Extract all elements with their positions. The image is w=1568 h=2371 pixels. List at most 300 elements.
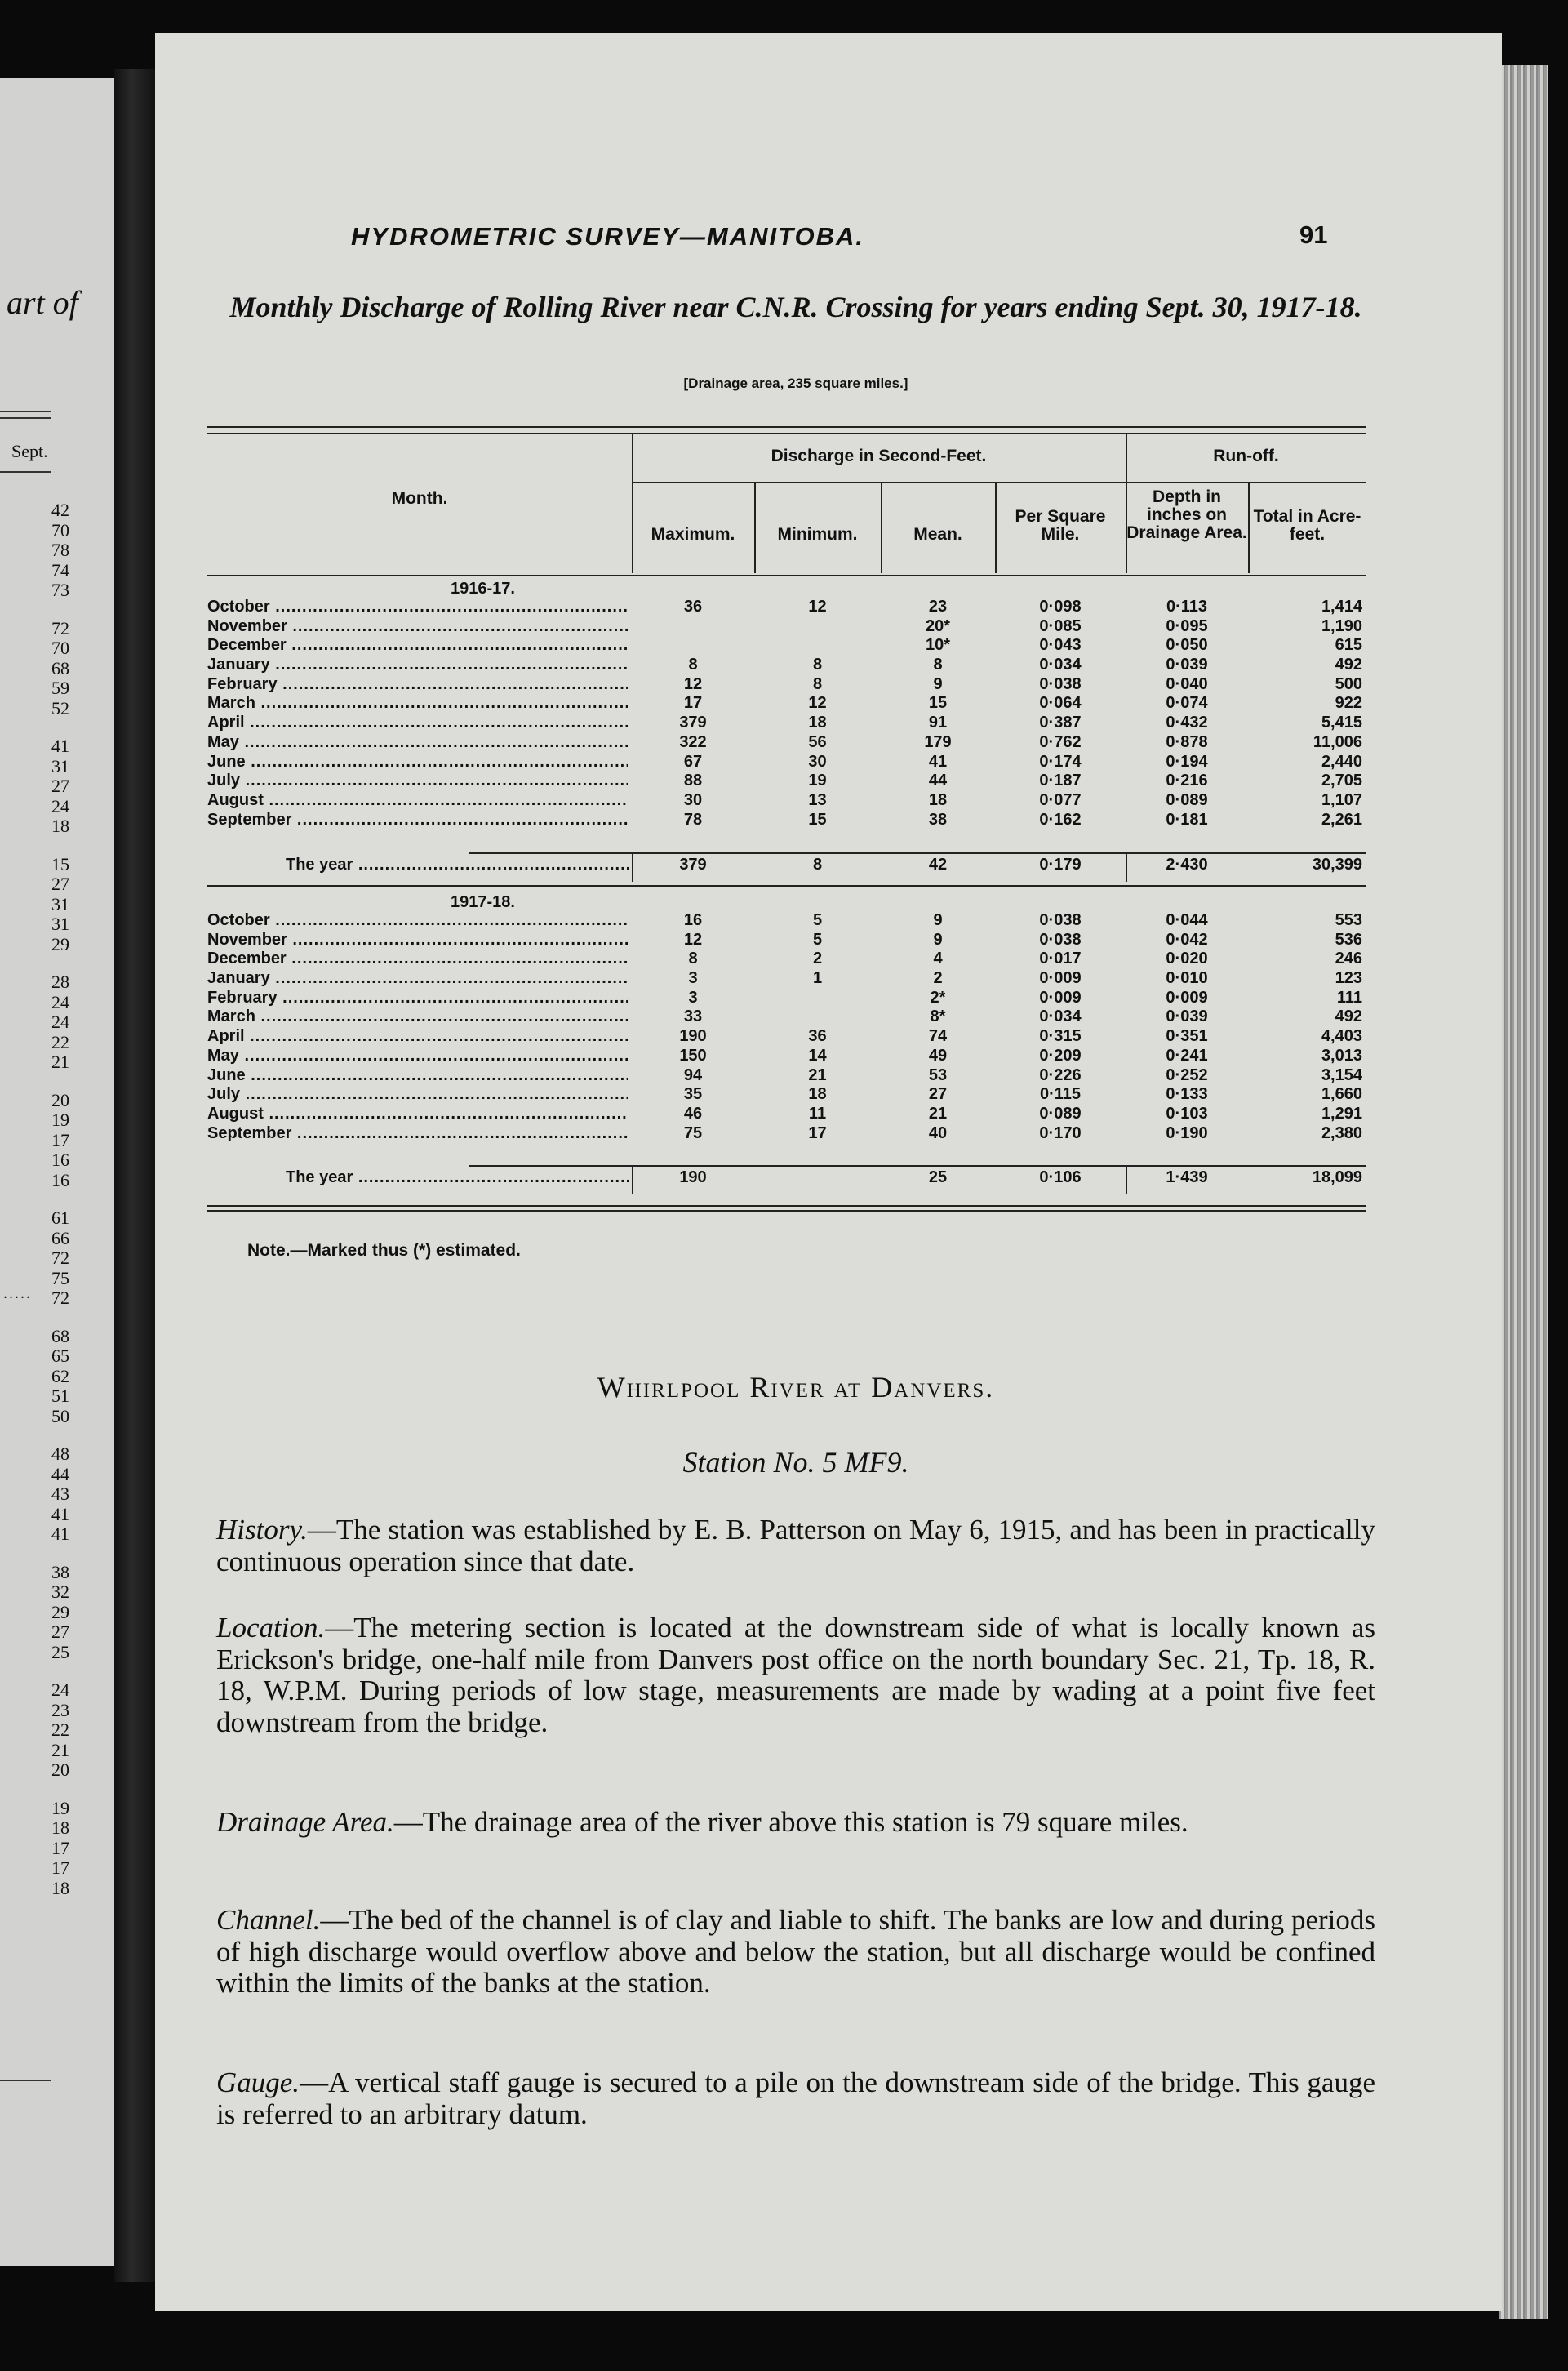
value-cell: 0·089: [1166, 790, 1208, 809]
paragraph-text: —The metering section is located at the downstream side of what is locally known as Erickson's bridge, one-half mile from Danvers post office on the north boundary Sec. 21, Tp. 18, R. 18, W.P.M. During periods of low stage, measurements are made by wading at a point five feet downstream from the bridge.: [216, 1612, 1375, 1738]
value-cell: 8: [688, 656, 698, 674]
header-maximum: Maximum.: [651, 525, 735, 544]
left-page-value: 17: [51, 1129, 69, 1150]
table-note: Note.—Marked thus (*) estimated.: [247, 1241, 521, 1260]
table-bottom-rule: [207, 1210, 1366, 1212]
left-page-value: 24: [51, 991, 69, 1012]
value-cell: 40: [928, 1123, 948, 1142]
value-cell: 23: [928, 598, 948, 616]
value-cell: 1,107: [1321, 790, 1362, 809]
value-cell: 1·439: [1166, 1168, 1208, 1186]
value-cell: 18,099: [1312, 1168, 1362, 1186]
left-rule: [0, 411, 51, 412]
value-cell: 1: [812, 969, 823, 988]
left-page-value: 16: [51, 1169, 69, 1190]
value-cell: 111: [1336, 988, 1362, 1007]
value-cell: 3: [688, 988, 698, 1007]
month-cell: December .....: [207, 950, 628, 969]
value-cell: 12: [683, 930, 703, 949]
month-cell: August .....: [207, 1105, 628, 1124]
value-cell: 78: [683, 810, 703, 829]
header-minimum: Minimum.: [777, 525, 858, 544]
left-page-text-fragment: art of: [7, 284, 78, 321]
left-page-value: 31: [51, 914, 69, 934]
left-page-value: 24: [51, 1012, 69, 1032]
month-cell: July .....: [207, 772, 628, 791]
left-page-value: 29: [51, 1601, 69, 1622]
book-gutter: [114, 69, 157, 2282]
table-row: [207, 1047, 1366, 1066]
left-page-value: 41: [51, 736, 69, 756]
value-cell: 179: [924, 732, 952, 751]
value-cell: 0·315: [1039, 1027, 1082, 1046]
value-cell: 25: [928, 1168, 948, 1186]
value-cell: 13: [808, 790, 827, 809]
value-cell: 12: [683, 674, 703, 693]
total-rule: [469, 852, 1366, 854]
value-cell: 30,399: [1312, 856, 1362, 874]
left-page-value: 19: [51, 1110, 69, 1130]
month-cell: November .....: [207, 617, 628, 637]
month-cell: December .....: [207, 636, 628, 656]
value-cell: 15: [928, 694, 948, 713]
value-cell: 8: [812, 656, 823, 674]
left-page-value: 41: [51, 1503, 69, 1524]
left-page-value: 31: [51, 755, 69, 776]
value-cell: 0·009: [1166, 988, 1208, 1007]
rows-1917-18: [207, 911, 1366, 1143]
month-cell: May .....: [207, 1047, 628, 1066]
total-rule: [207, 885, 1366, 887]
value-cell: 12: [808, 694, 827, 713]
left-page-value: 66: [51, 1227, 69, 1248]
left-page-fragment: [0, 78, 114, 2266]
value-cell: 1,660: [1321, 1085, 1362, 1104]
left-page-value: 21: [51, 1052, 69, 1072]
value-cell: 322: [679, 732, 707, 751]
left-page-value: 29: [51, 933, 69, 954]
value-cell: 0·209: [1039, 1046, 1082, 1065]
left-page-value: 41: [51, 1524, 69, 1544]
value-cell: 4: [933, 950, 943, 968]
value-cell: 3,013: [1321, 1046, 1362, 1065]
value-cell: 30: [683, 790, 703, 809]
value-cell: 0·095: [1166, 616, 1208, 635]
station-number: Station No. 5 MF9.: [682, 1446, 909, 1479]
value-cell: 88: [683, 772, 703, 790]
left-page-value: 20: [51, 1089, 69, 1110]
paragraph-lead: Channel.: [216, 1904, 321, 1936]
month-cell: March .....: [207, 694, 628, 714]
value-cell: 0·039: [1166, 656, 1208, 674]
left-page-value: 72: [51, 1288, 69, 1308]
left-page-col-label: Sept.: [11, 441, 48, 461]
left-page-value: 70: [51, 638, 69, 658]
left-page-value: 21: [51, 1739, 69, 1760]
value-cell: 500: [1335, 674, 1362, 693]
value-cell: 8*: [930, 1008, 946, 1026]
value-cell: 0·190: [1166, 1123, 1208, 1142]
value-cell: 0·039: [1166, 1008, 1208, 1026]
table-row: [207, 714, 1366, 733]
value-cell: 75: [683, 1123, 703, 1142]
left-page-value: 62: [51, 1365, 69, 1386]
table-top-rule: [207, 426, 1366, 428]
value-cell: 0·038: [1039, 911, 1082, 929]
value-cell: 18: [928, 790, 948, 809]
left-page-value: 43: [51, 1484, 69, 1504]
left-page-value: 72: [51, 1248, 69, 1268]
header-per-sq-mile: Per Square Mile.: [1015, 507, 1106, 544]
value-cell: 9: [933, 930, 943, 949]
value-cell: 0·162: [1039, 810, 1082, 829]
left-page-value: 42: [51, 500, 69, 520]
month-cell: January .....: [207, 969, 628, 989]
month-cell: The year .....: [286, 856, 629, 875]
value-cell: 17: [683, 694, 703, 713]
left-rule: [0, 2080, 51, 2081]
col-divider: [1126, 852, 1127, 882]
left-page-value: 27: [51, 874, 69, 894]
left-page-value: 59: [51, 678, 69, 698]
left-rule: [0, 471, 51, 473]
left-page-value: 17: [51, 1837, 69, 1858]
left-page-value: 18: [51, 816, 69, 836]
col-divider: [1126, 1165, 1127, 1194]
table-row: [207, 675, 1366, 695]
value-cell: 492: [1335, 1008, 1362, 1026]
month-cell: June .....: [207, 1066, 628, 1086]
table-row: [207, 950, 1366, 969]
value-cell: 0·187: [1039, 772, 1082, 790]
table-row: [207, 753, 1366, 772]
header-mean: Mean.: [913, 525, 962, 544]
value-cell: 536: [1335, 930, 1362, 949]
month-cell: October .....: [207, 598, 628, 617]
value-cell: 123: [1335, 969, 1362, 988]
value-cell: 3: [688, 969, 698, 988]
left-page-value: 65: [51, 1346, 69, 1366]
table-row: [207, 969, 1366, 989]
table-row: [207, 811, 1366, 830]
left-page-value: 38: [51, 1561, 69, 1582]
month-cell: January .....: [207, 656, 628, 675]
table-row: [207, 598, 1366, 617]
value-cell: 1,414: [1321, 598, 1362, 616]
value-cell: 2,705: [1321, 772, 1362, 790]
left-page-value: 52: [51, 697, 69, 718]
paragraph-text: —The station was established by E. B. Patterson on May 6, 1915, and has been in practically continuous operation since that date.: [216, 1514, 1375, 1577]
total-row: [207, 856, 1366, 875]
left-page-value: 31: [51, 893, 69, 914]
value-cell: 0·170: [1039, 1123, 1082, 1142]
table-row: [207, 694, 1366, 714]
value-cell: 5: [812, 930, 823, 949]
value-cell: 41: [928, 752, 948, 771]
value-cell: 379: [679, 856, 707, 874]
value-cell: 379: [679, 714, 707, 732]
left-page-value: 25: [51, 1641, 69, 1662]
value-cell: 2,440: [1321, 752, 1362, 771]
value-cell: 9: [933, 911, 943, 929]
value-cell: 0·133: [1166, 1085, 1208, 1104]
value-cell: 20*: [925, 616, 951, 635]
left-page-value: 18: [51, 1877, 69, 1898]
year-label: 1916-17.: [451, 580, 515, 598]
header-depth: Depth in inches on Drainage Area.: [1126, 487, 1247, 542]
left-page-value: 50: [51, 1405, 69, 1426]
value-cell: 2*: [930, 988, 946, 1007]
value-cell: 11: [808, 1104, 827, 1123]
table-row: [207, 1008, 1366, 1027]
value-cell: 21: [928, 1104, 948, 1123]
running-head: HYDROMETRIC SURVEY—MANITOBA.: [351, 222, 864, 251]
header-bottom-rule: [207, 575, 1366, 576]
month-cell: February .....: [207, 675, 628, 695]
value-cell: 0·432: [1166, 714, 1208, 732]
value-cell: 0·113: [1166, 598, 1208, 616]
value-cell: 2: [933, 969, 943, 988]
header-month: Month.: [391, 489, 448, 508]
value-cell: 30: [808, 752, 827, 771]
value-cell: 18: [808, 714, 827, 732]
table-row: [207, 989, 1366, 1008]
table-row: [207, 1085, 1366, 1105]
value-cell: 8: [688, 950, 698, 968]
table-subtitle: [Drainage area, 235 square miles.]: [683, 376, 908, 391]
value-cell: 12: [808, 598, 827, 616]
value-cell: 0·115: [1039, 1085, 1082, 1104]
total-row: [207, 1168, 1366, 1188]
left-page-value: 48: [51, 1444, 69, 1464]
value-cell: 2: [812, 950, 823, 968]
left-rule: [0, 417, 51, 419]
value-cell: 0·044: [1166, 911, 1208, 929]
value-cell: 0·009: [1039, 969, 1082, 988]
left-page-value: 75: [51, 1267, 69, 1288]
table-row: [207, 656, 1366, 675]
value-cell: 553: [1335, 911, 1362, 929]
left-page-value: 19: [51, 1797, 69, 1818]
paragraph-text: —The drainage area of the river above this station is 79 square miles.: [393, 1806, 1188, 1838]
col-divider: [632, 852, 633, 882]
left-page-value: 22: [51, 1719, 69, 1740]
month-cell: September .....: [207, 811, 628, 830]
left-page-value: 27: [51, 776, 69, 796]
paragraph-gauge: [216, 2067, 1375, 2130]
value-cell: 246: [1335, 950, 1362, 968]
left-page-value: 24: [51, 1679, 69, 1700]
value-cell: 9: [933, 674, 943, 693]
value-cell: 8: [812, 674, 823, 693]
value-cell: 0·216: [1166, 772, 1208, 790]
left-page-value: 18: [51, 1817, 69, 1838]
month-cell: April .....: [207, 1027, 628, 1047]
month-cell: July .....: [207, 1085, 628, 1105]
table-row: [207, 1027, 1366, 1047]
value-cell: 21: [808, 1065, 827, 1084]
page-edge: [1499, 65, 1548, 2319]
page-number: 91: [1299, 220, 1328, 249]
paragraph-lead: Drainage Area.: [216, 1806, 394, 1838]
value-cell: 67: [683, 752, 703, 771]
rows-1916-17: [207, 598, 1366, 830]
left-page-value: 16: [51, 1150, 69, 1170]
paragraph-lead: Location.: [216, 1612, 326, 1644]
value-cell: 1,291: [1321, 1104, 1362, 1123]
year-label: 1917-18.: [451, 893, 515, 911]
table-row: [207, 617, 1366, 637]
table-row: [207, 911, 1366, 931]
value-cell: 0·020: [1166, 950, 1208, 968]
paragraph-channel: [216, 1905, 1375, 2000]
value-cell: 53: [928, 1065, 948, 1084]
value-cell: 0·387: [1039, 714, 1082, 732]
value-cell: 3,154: [1321, 1065, 1362, 1084]
value-cell: 2,380: [1321, 1123, 1362, 1142]
month-cell: June .....: [207, 753, 628, 772]
table-row: [207, 1124, 1366, 1144]
left-page-value: 68: [51, 657, 69, 678]
left-page-value: 72: [51, 617, 69, 638]
value-cell: 18: [808, 1085, 827, 1104]
value-cell: 0·194: [1166, 752, 1208, 771]
month-cell: February .....: [207, 989, 628, 1008]
value-cell: 0·064: [1039, 694, 1082, 713]
value-cell: 0·074: [1166, 694, 1208, 713]
value-cell: 19: [808, 772, 827, 790]
value-cell: 15: [808, 810, 827, 829]
value-cell: 2,261: [1321, 810, 1362, 829]
value-cell: 42: [928, 856, 948, 874]
paragraph-history: [216, 1515, 1375, 1577]
value-cell: 2·430: [1166, 856, 1208, 874]
paragraph-text: —A vertical staff gauge is secured to a pile on the downstream side of the bridge. This gauge is referred to an arbitrary datum.: [216, 2066, 1375, 2130]
left-page-value: 51: [51, 1386, 69, 1406]
value-cell: 922: [1335, 694, 1362, 713]
value-cell: 0·226: [1039, 1065, 1082, 1084]
month-cell: March .....: [207, 1008, 628, 1027]
discharge-table: [207, 434, 1366, 1212]
col-divider: [632, 1165, 633, 1194]
header-total: Total in Acre-feet.: [1253, 507, 1361, 544]
month-cell: April .....: [207, 714, 628, 733]
table-bottom-rule: [207, 1205, 1366, 1207]
left-page-value: 24: [51, 795, 69, 816]
header-runoff: Run-off.: [1213, 447, 1279, 465]
table-title: Monthly Discharge of Rolling River near C.N.R. Crossing for years ending Sept. 30, 1917-18.: [229, 291, 1362, 323]
month-cell: August .....: [207, 791, 628, 811]
value-cell: 615: [1335, 636, 1362, 655]
paragraph-drainage: [216, 1807, 1375, 1839]
table-row: [207, 791, 1366, 811]
table-row: [207, 772, 1366, 791]
header-subrule: [632, 482, 1366, 483]
left-page-value: 15: [51, 853, 69, 874]
month-cell: November .....: [207, 931, 628, 950]
left-page-value: 78: [51, 540, 69, 560]
value-cell: 44: [928, 772, 948, 790]
value-cell: 190: [679, 1168, 707, 1186]
value-cell: 0·103: [1166, 1104, 1208, 1123]
left-page-value: 61: [51, 1208, 69, 1228]
value-cell: 56: [808, 732, 827, 751]
value-cell: 0·181: [1166, 810, 1208, 829]
left-page-value: 22: [51, 1031, 69, 1052]
table-row: [207, 931, 1366, 950]
table-row: [207, 1066, 1366, 1086]
value-cell: 0·241: [1166, 1046, 1208, 1065]
value-cell: 0·077: [1039, 790, 1082, 809]
left-page-value: 32: [51, 1581, 69, 1602]
paragraph-location: [216, 1613, 1375, 1738]
value-cell: 0·174: [1039, 752, 1082, 771]
value-cell: 49: [928, 1046, 948, 1065]
value-cell: 8: [933, 656, 943, 674]
value-cell: 0·017: [1039, 950, 1082, 968]
table-row: [207, 636, 1366, 656]
value-cell: 27: [928, 1085, 948, 1104]
left-page-value: 70: [51, 519, 69, 540]
left-page-value: 73: [51, 580, 69, 600]
value-cell: 11,006: [1313, 732, 1362, 751]
value-cell: 16: [683, 911, 703, 929]
value-cell: 38: [928, 810, 948, 829]
value-cell: 94: [683, 1065, 703, 1084]
value-cell: 36: [683, 598, 703, 616]
header-discharge: Discharge in Second-Feet.: [771, 447, 987, 465]
left-page-value: 44: [51, 1463, 69, 1484]
total-1916-17: [207, 856, 1366, 875]
value-cell: 1,190: [1321, 616, 1362, 635]
value-cell: 150: [679, 1046, 707, 1065]
table-row: [207, 1105, 1366, 1124]
value-cell: 0·089: [1039, 1104, 1082, 1123]
paragraph-lead: Gauge.: [216, 2066, 300, 2098]
value-cell: 0·034: [1039, 1008, 1082, 1026]
value-cell: 4,403: [1321, 1027, 1362, 1046]
value-cell: 0·050: [1166, 636, 1208, 655]
month-cell: September .....: [207, 1124, 628, 1144]
value-cell: 0·009: [1039, 988, 1082, 1007]
value-cell: 91: [928, 714, 948, 732]
left-page-value: 20: [51, 1759, 69, 1780]
table-row: [207, 733, 1366, 753]
section-title: Whirlpool River at Danvers.: [597, 1371, 995, 1403]
value-cell: 0·106: [1039, 1168, 1082, 1186]
left-page-value: 74: [51, 559, 69, 581]
value-cell: 8: [812, 856, 823, 874]
value-cell: 5: [812, 911, 823, 929]
value-cell: 0·085: [1039, 616, 1082, 635]
value-cell: 0·179: [1039, 856, 1082, 874]
value-cell: 46: [683, 1104, 703, 1123]
value-cell: 36: [808, 1027, 827, 1046]
value-cell: 0·038: [1039, 674, 1082, 693]
paragraph-lead: History.: [216, 1514, 308, 1546]
value-cell: 0·034: [1039, 656, 1082, 674]
value-cell: 0·252: [1166, 1065, 1208, 1084]
left-page-value: 23: [51, 1699, 69, 1720]
value-cell: 0·042: [1166, 930, 1208, 949]
value-cell: 0·098: [1039, 598, 1082, 616]
value-cell: 0·878: [1166, 732, 1208, 751]
value-cell: 0·351: [1166, 1027, 1208, 1046]
left-page-value: 68: [51, 1325, 69, 1346]
total-rule: [469, 1165, 1366, 1167]
left-page-col-values: [44, 500, 77, 1898]
value-cell: 0·040: [1166, 674, 1208, 693]
